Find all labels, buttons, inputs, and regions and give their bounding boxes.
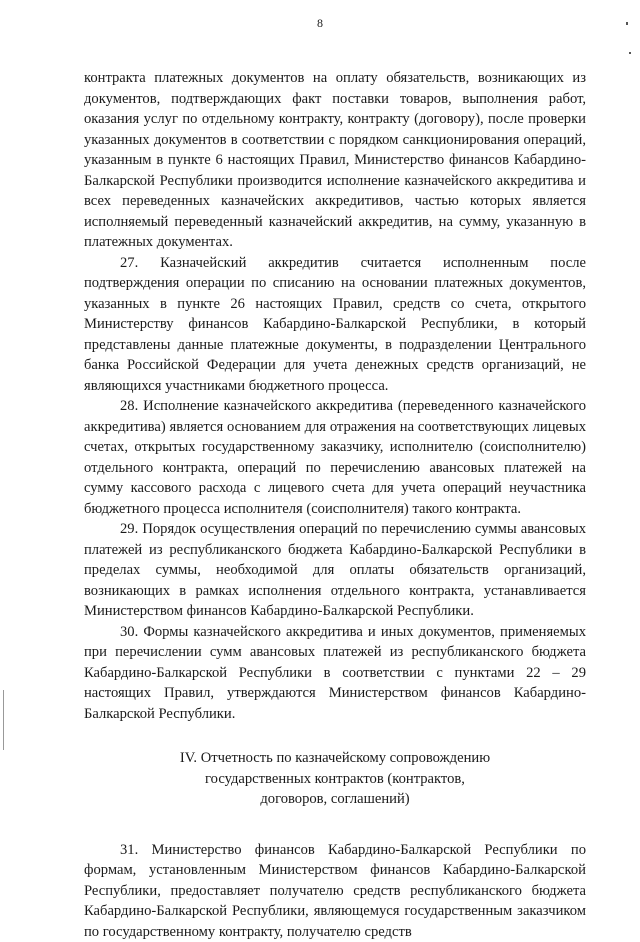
document-body xyxy=(84,68,586,942)
paragraph-30: 30. Формы казначейского аккредитива и иных документов, применяемых при перечислении сумм авансовых платежей из республиканского бюджета Кабардино-Балкарской Республики в соответствии с пунктами 22 – 29 настоящих Правил, утверждаются Министерством финансов Кабардино-Балкарской Республики. xyxy=(84,622,586,725)
paragraph-26-continuation: контракта платежных документов на оплату обязательств, возникающих из документов, подтверждающих факт поставки товаров, выполнения работ, оказания услуг по отдельному контракту, контракту (договору), после проверки указанных документов в соответствии с порядком санкционирования операций, указанным в пункте 6 настоящих Правил, Министерство финансов Кабардино-Балкарской Республики производится исполнение казначейского аккредитива и всех переведенных казначейских аккредитивов, частью которых является исполняемый переведенный казначейский аккредитив, на сумму, указанную в платежных документах. xyxy=(84,68,586,253)
page-number: 8 xyxy=(0,16,640,31)
section-heading-line-3: договоров, соглашений) xyxy=(84,789,586,810)
scan-mark xyxy=(3,690,4,750)
paragraph-29: 29. Порядок осуществления операций по перечислению суммы авансовых платежей из республиканского бюджета Кабардино-Балкарской Республики в пределах суммы, необходимой для оплаты обязательств организаций, возникающих в рамках исполнения отдельного контракта, устанавливается Министерством финансов Кабардино-Балкарской Республики. xyxy=(84,519,586,622)
scan-mark xyxy=(626,22,628,25)
scan-mark xyxy=(629,52,631,54)
section-heading xyxy=(84,748,586,810)
section-heading-line-1: IV. Отчетность по казначейскому сопровождению xyxy=(84,748,586,769)
section-heading-line-2: государственных контрактов (контрактов, xyxy=(84,769,586,790)
paragraph-28: 28. Исполнение казначейского аккредитива (переведенного казначейского аккредитива) является основанием для отражения на соответствующих лицевых счетах, открытых государственному заказчику, исполнителю (соисполнителю) отдельного контракта, операций по перечислению авансовых платежей на сумму кассового расхода с лицевого счета для учета операций неучастника бюджетного процесса исполнителя (соисполнителя) такого контракта. xyxy=(84,396,586,519)
paragraph-31: 31. Министерство финансов Кабардино-Балкарской Республики по формам, установленным Министерством финансов Кабардино-Балкарской Республики, предоставляет получателю средств республиканского бюджета Кабардино-Балкарской Республики, являющемуся государственным заказчиком по государственному контракту, получателю средств xyxy=(84,840,586,942)
paragraph-27: 27. Казначейский аккредитив считается исполненным после подтверждения операции по списанию на основании платежных документов, указанных в пункте 26 настоящих Правил, средств со счета, открытого Министерству финансов Кабардино-Балкарской Республики, в который представлены данные платежные документы, в подразделении Центрального банка Российской Федерации для учета денежных средств организаций, не являющихся участниками бюджетного процесса. xyxy=(84,253,586,397)
